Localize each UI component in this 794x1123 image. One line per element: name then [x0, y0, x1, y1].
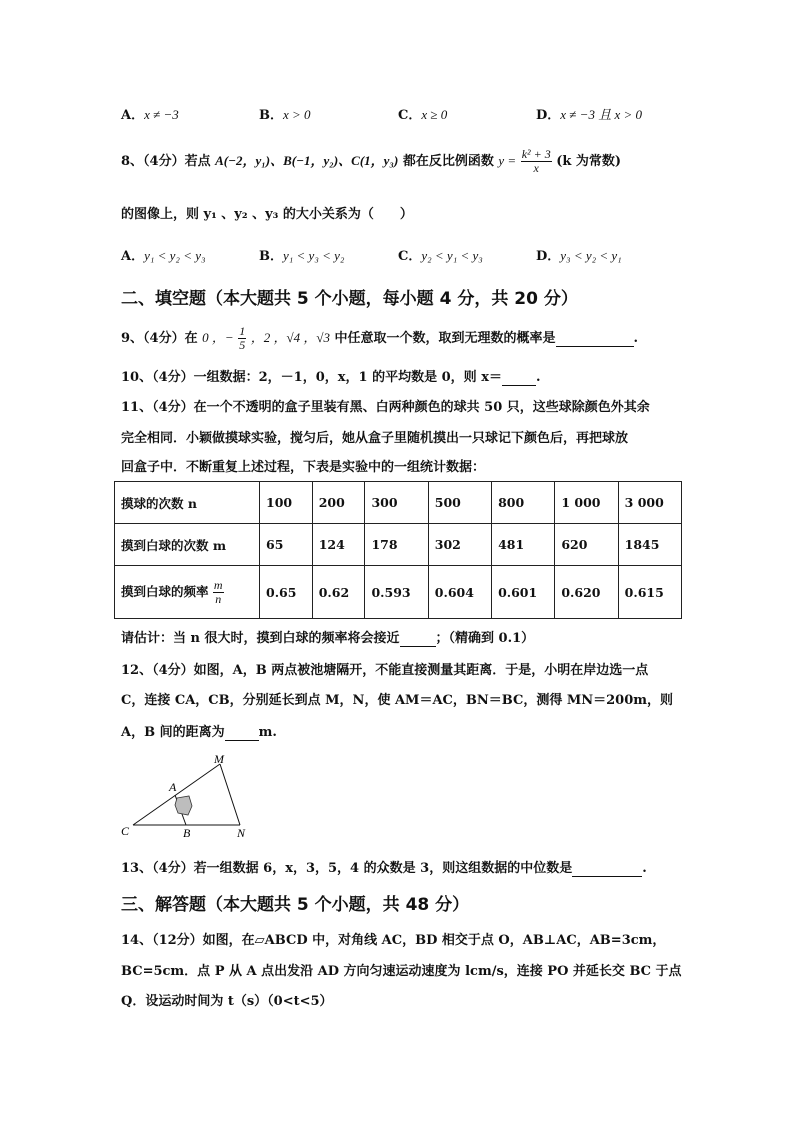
table-cell: 65 — [260, 524, 313, 566]
table-cell: 0.65 — [260, 566, 313, 619]
q12-line3: A，B 间的距离为 m. — [121, 725, 277, 740]
label-n: N — [237, 826, 246, 840]
q8-fraction: $\frac{\text{k² + 3}}{x}$ — [521, 147, 551, 175]
table-cell: 302 — [428, 524, 491, 566]
mn-fraction: $\frac{m}{n}$ — [213, 577, 223, 606]
table-row — [115, 524, 682, 566]
q11-line1: 11、（4分）在一个不透明的盒子里装有黑、白两种颜色的球共 50 只，这些球除颜色外其余 — [121, 400, 650, 415]
q10-answer-blank — [502, 370, 536, 386]
q7-option-b: B．x > 0 — [259, 107, 311, 123]
q9-stem: 9、（4分）在 0 ，− $\frac{1}{5}$ ，2 ，√4 ，√3 中任意取一个数，取到无理数的概率是 . — [121, 324, 639, 352]
q7-option-d: D．x ≠ −3 且 x > 0 — [536, 107, 643, 123]
q9-fraction: $\frac{1}{5}$ — [239, 324, 246, 352]
label-b: B — [183, 826, 191, 840]
q8-stem-line2: 的图像上，则 y₁ 、y₂ 、y₃ 的大小关系为（ ） — [121, 207, 413, 222]
table-cell: 481 — [492, 524, 555, 566]
section3-heading: 三、解答题（本大题共 5 个小题，共 48 分） — [121, 895, 470, 915]
table-cell: 0.601 — [492, 566, 555, 619]
label-a: A — [169, 780, 177, 794]
q8-option-b: B．y₁ < y₃ < y₂ — [259, 248, 345, 264]
table-cell: 178 — [365, 524, 428, 566]
table-cell: 0.620 — [555, 566, 618, 619]
table-cell: 100 — [260, 482, 313, 524]
line-c-m — [133, 764, 220, 825]
table-cell: 0.62 — [312, 566, 365, 619]
table-cell: 1 000 — [555, 482, 618, 524]
q11-answer-blank — [400, 631, 436, 647]
q8-option-c: C．y₂ < y₁ < y₃ — [398, 248, 483, 264]
q7-option-a: A．x ≠ −3 — [121, 107, 179, 123]
line-m-n — [220, 764, 240, 825]
table-cell: 0.604 — [428, 566, 491, 619]
section2-heading: 二、填空题（本大题共 5 个小题，每小题 4 分，共 20 分） — [121, 289, 578, 309]
q12-line2: C，连接 CA，CB，分别延长到点 M，N，使 AM＝AC，BN＝BC，测得 MN＝200m，则 — [121, 693, 674, 708]
q13-stem: 13、（4分）若一组数据 6，x，3，5，4 的众数是 3，则这组数据的中位数是 . — [121, 861, 647, 876]
table-row-label: 摸到白球的次数 m — [115, 524, 260, 566]
q8-option-a: A．y₁ < y₂ < y₃ — [121, 248, 206, 264]
table-cell: 200 — [312, 482, 365, 524]
q13-answer-blank — [572, 861, 642, 877]
q7-option-c: C．x ≥ 0 — [398, 107, 448, 123]
q14-line3: Q．设运动时间为 t（s）（0<t<5） — [121, 994, 333, 1009]
table-cell: 300 — [365, 482, 428, 524]
q11-estimate: 请估计：当 n 很大时，摸到白球的频率将会接近 ；（精确到 0.1） — [121, 631, 535, 646]
label-c: C — [121, 824, 130, 838]
q12-answer-blank — [225, 725, 259, 741]
q9-answer-blank — [556, 331, 634, 347]
q10-stem: 10、（4分）一组数据：2，－1，0，x，1 的平均数是 0，则 x＝ . — [121, 370, 541, 385]
pond-figure — [115, 750, 265, 842]
table-cell: 1845 — [618, 524, 681, 566]
table-row — [115, 482, 682, 524]
table-row-label: 摸到白球的频率 $\frac{m}{n}$ — [115, 566, 260, 619]
q12-line1: 12、（4分）如图，A，B 两点被池塘隔开，不能直接测量其距离．于是，小明在岸边选一点 — [121, 663, 649, 678]
table-cell: 0.615 — [618, 566, 681, 619]
pond-shape — [175, 796, 192, 815]
table-cell: 500 — [428, 482, 491, 524]
table-cell: 3 000 — [618, 482, 681, 524]
q14-line2: BC=5cm．点 P 从 A 点出发沿 AD 方向匀速运动速度为 lcm/s，连接 PO 并延长交 BC 于点 — [121, 964, 682, 979]
q14-line1: 14、（12分）如图，在▱ABCD 中，对角线 AC，BD 相交于点 O，AB⊥AC，AB=3cm， — [121, 933, 666, 948]
table-row — [115, 566, 682, 619]
stats-table — [114, 481, 682, 619]
q8-option-d: D．y₃ < y₂ < y₁ — [536, 248, 622, 264]
q11-line2: 完全相同．小颖做摸球实验，搅匀后，她从盒子里随机摸出一只球记下颜色后，再把球放 — [121, 431, 629, 446]
label-m: M — [214, 752, 224, 766]
table-cell: 124 — [312, 524, 365, 566]
table-cell: 0.593 — [365, 566, 428, 619]
q8-stem: 8、（4分）若点 A(−2，y₁)、B(−1，y₂)、C(1，y₃) 都在反比例函数 y = $\frac{\text{k² + 3}}{x}$ (k 为常数) — [121, 147, 622, 175]
table-cell: 620 — [555, 524, 618, 566]
q11-line3: 回盒子中．不断重复上述过程，下表是实验中的一组统计数据： — [121, 460, 486, 475]
table-cell: 800 — [492, 482, 555, 524]
table-row-label: 摸球的次数 n — [115, 482, 260, 524]
